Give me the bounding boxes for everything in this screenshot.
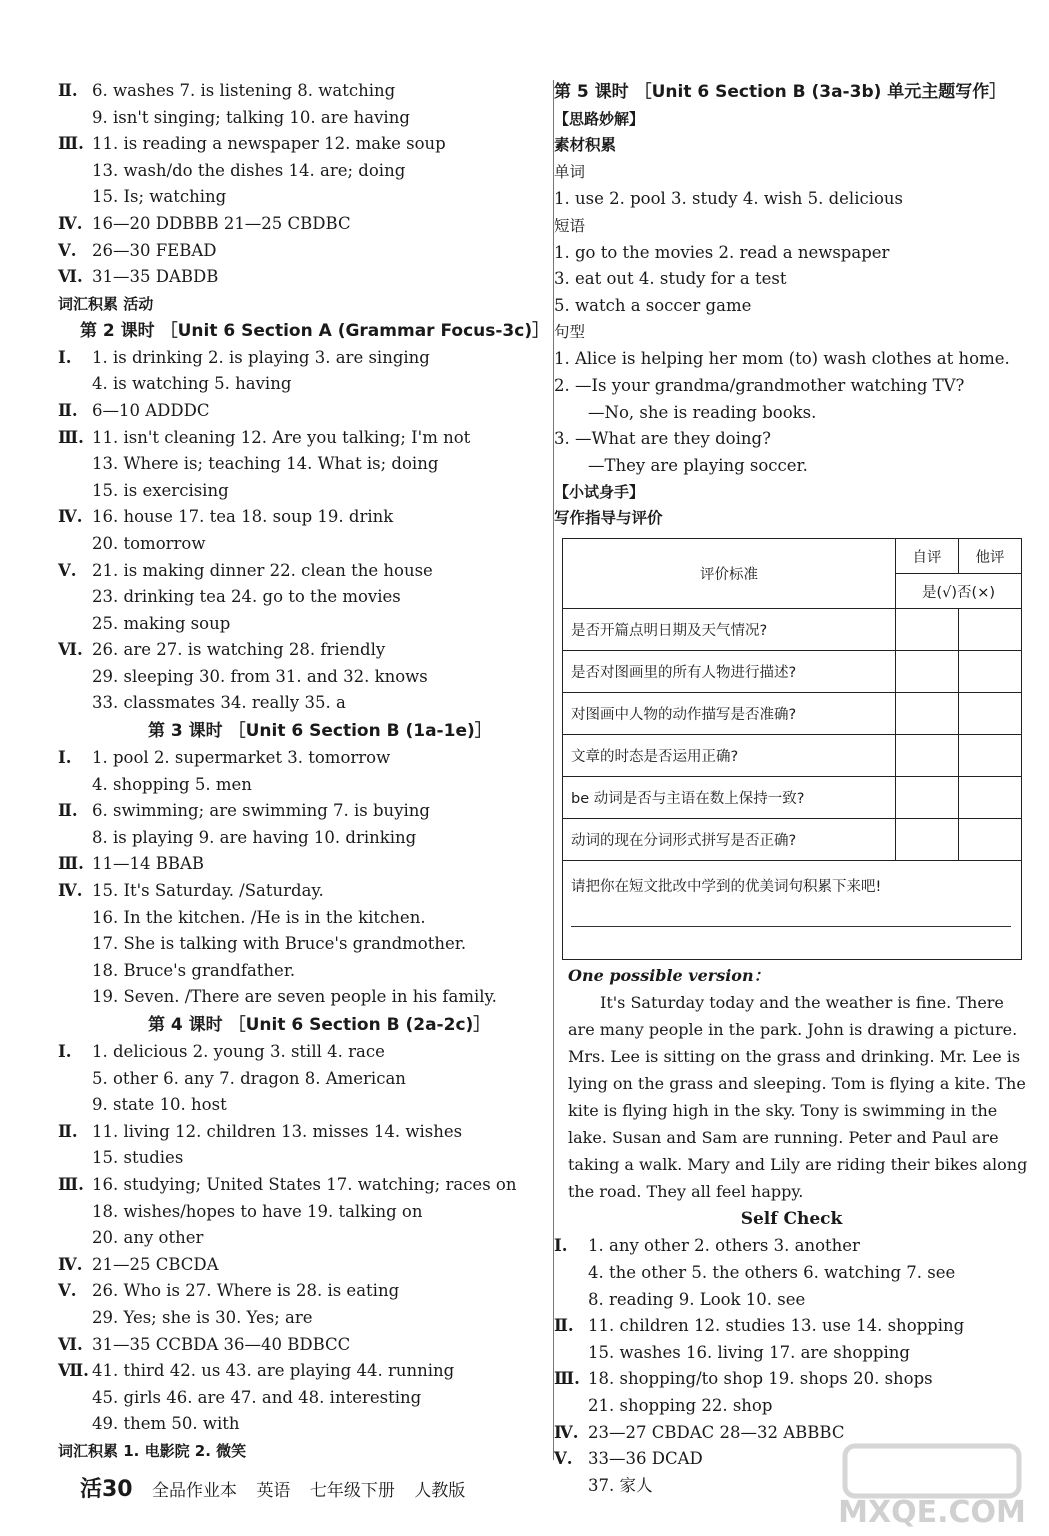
answer-line bbox=[58, 1332, 548, 1359]
peer-eval-header: 他评 bbox=[959, 539, 1022, 574]
criterion-text: 动词的现在分词形式拼写是否正确? bbox=[563, 819, 896, 861]
answer-line: 37. 家人 bbox=[588, 1475, 653, 1495]
answer-line: 25. making soup bbox=[92, 613, 231, 633]
answer-line bbox=[554, 1233, 1029, 1260]
criterion-text: 是否对图画里的所有人物进行描述? bbox=[563, 651, 896, 693]
section-number: Ⅴ. bbox=[58, 560, 77, 580]
subject-label: 英语 bbox=[256, 1481, 291, 1501]
answer-line bbox=[58, 504, 548, 531]
self-eval-cell[interactable] bbox=[896, 735, 959, 777]
answer-line bbox=[58, 264, 548, 291]
section-number: Ⅳ. bbox=[58, 507, 83, 527]
subheading: 单词 bbox=[554, 163, 586, 181]
self-eval-cell[interactable] bbox=[896, 819, 959, 861]
answer-text: 21. is making dinner 22. clean the house bbox=[92, 560, 433, 580]
evaluation-table bbox=[562, 538, 1022, 960]
watermark-logo bbox=[837, 1440, 1027, 1530]
section-tag: 词汇积累 活动 bbox=[58, 294, 154, 313]
section-number: Ⅶ. bbox=[58, 1361, 89, 1381]
answer-line bbox=[58, 425, 548, 452]
section-number: Ⅵ. bbox=[58, 267, 83, 287]
section-number: Ⅳ. bbox=[58, 1254, 83, 1274]
criterion-text: 文章的时态是否运用正确? bbox=[563, 735, 896, 777]
answer-text: 16. studying; United States 17. watching; races on bbox=[92, 1174, 517, 1194]
answer-text: 11. children 12. studies 13. use 14. shopping bbox=[588, 1316, 965, 1336]
section-number: Ⅴ. bbox=[58, 1281, 77, 1301]
subheading: 写作指导与评价 bbox=[554, 509, 663, 528]
answer-line: 13. Where is; teaching 14. What is; doing bbox=[92, 454, 439, 474]
evaluation-row bbox=[563, 693, 1022, 735]
answer-line: 9. state 10. host bbox=[92, 1095, 227, 1115]
criterion-text: 对图画中人物的动作描写是否准确? bbox=[563, 693, 896, 735]
page-footer bbox=[80, 1472, 479, 1503]
answer-text: 11. is reading a newspaper 12. make soup bbox=[92, 134, 446, 154]
evaluation-row bbox=[563, 777, 1022, 819]
answer-line bbox=[58, 1119, 548, 1146]
answer-text: 16. house 17. tea 18. soup 19. drink bbox=[92, 507, 394, 527]
answer-line bbox=[58, 851, 548, 878]
answer-line: 15. studies bbox=[92, 1148, 184, 1168]
answer-line: 3. eat out 4. study for a test bbox=[554, 269, 787, 289]
answer-line: —They are playing soccer. bbox=[588, 455, 808, 475]
answer-text: 16—20 DDBBB 21—25 CBDBC bbox=[92, 213, 351, 233]
section-number: Ⅱ. bbox=[58, 81, 78, 100]
section-number: Ⅱ. bbox=[58, 1121, 78, 1141]
answer-line bbox=[58, 238, 548, 265]
section-number: Ⅲ. bbox=[58, 1174, 84, 1194]
answer-line bbox=[58, 1039, 548, 1066]
answer-text: 1. any other 2. others 3. another bbox=[588, 1236, 860, 1256]
answer-line bbox=[58, 798, 548, 825]
lesson-heading: 第 2 课时 ［Unit 6 Section A (Grammar Focus-3c)］ bbox=[80, 320, 550, 341]
answer-line: 45. girls 46. are 47. and 48. interesting bbox=[92, 1387, 422, 1407]
section-number: Ⅰ. bbox=[554, 1236, 568, 1256]
answer-line: 17. She is talking with Bruce's grandmother. bbox=[92, 934, 467, 954]
evaluation-row bbox=[563, 609, 1022, 651]
book-title: 全品作业本 bbox=[152, 1481, 238, 1501]
section-number: Ⅴ. bbox=[58, 240, 77, 260]
answer-line: 9. isn't singing; talking 10. are having bbox=[92, 107, 410, 127]
answer-line bbox=[58, 1278, 548, 1305]
left-column bbox=[58, 78, 548, 1464]
section-number: Ⅴ. bbox=[554, 1449, 573, 1469]
section-tag: 词汇积累 1. 电影院 2. 微笑 bbox=[58, 1441, 247, 1460]
answer-text: 1. pool 2. supermarket 3. tomorrow bbox=[92, 748, 391, 768]
answer-line: 2. —Is your grandma/grandmother watching TV? bbox=[554, 375, 965, 395]
answer-line bbox=[554, 1366, 1029, 1393]
answer-line bbox=[58, 1172, 548, 1199]
answer-text: 33—36 DCAD bbox=[588, 1449, 703, 1469]
section-tag: 【思路妙解】 bbox=[554, 110, 645, 128]
answer-text: 26. Who is 27. Where is 28. is eating bbox=[92, 1281, 400, 1301]
section-number: Ⅵ. bbox=[58, 1334, 83, 1354]
criteria-header: 评价标准 bbox=[563, 539, 896, 609]
answer-line: 33. classmates 34. really 35. a bbox=[92, 693, 346, 713]
answer-line: 29. Yes; she is 30. Yes; are bbox=[92, 1307, 313, 1327]
note-cell bbox=[563, 861, 1022, 960]
answer-text: 41. third 42. us 43. are playing 44. running bbox=[92, 1361, 455, 1381]
answer-text: 1. delicious 2. young 3. still 4. race bbox=[92, 1042, 385, 1061]
section-number: Ⅱ. bbox=[58, 801, 78, 821]
answer-text: 1. is drinking 2. is playing 3. are singing bbox=[92, 347, 430, 367]
subheading: 素材积累 bbox=[554, 136, 617, 154]
subheading: 短语 bbox=[554, 216, 586, 235]
peer-eval-cell[interactable] bbox=[959, 693, 1022, 735]
answer-line bbox=[58, 637, 548, 664]
essay-text: It's Saturday today and the weather is fine. There are many people in the park. John is drawing a picture. Mrs. Lee is sitting on the grass and drinking. Mr. Lee is lying on the grass and sleeping. Tom is flying a kite. The kite is flying high in the sky. Tony is swimming in the lake. Susan and Sam are running. Peter and Paul are taking a walk. Mary and Lily are riding their bikes along the road. They all feel happy. bbox=[568, 993, 1028, 1202]
answer-line: 1. use 2. pool 3. study 4. wish 5. delicious bbox=[554, 189, 904, 208]
right-column bbox=[554, 78, 1029, 1499]
answer-line: 20. any other bbox=[92, 1228, 204, 1248]
answer-line bbox=[58, 745, 548, 772]
answer-line bbox=[58, 398, 548, 425]
answer-text: 23—27 CBDAC 28—32 ABBBC bbox=[588, 1422, 845, 1442]
answer-line bbox=[58, 878, 548, 905]
peer-eval-cell[interactable] bbox=[959, 735, 1022, 777]
answer-text: 11—14 BBAB bbox=[92, 854, 205, 874]
answer-text: 6—10 ADDDC bbox=[92, 400, 210, 420]
note-writing-line bbox=[571, 926, 1011, 927]
answer-line: 4. is watching 5. having bbox=[92, 374, 292, 394]
section-number: Ⅳ. bbox=[554, 1422, 579, 1442]
watermark-text: MXQE.COM bbox=[838, 1495, 1026, 1530]
answer-line bbox=[58, 131, 548, 158]
peer-eval-cell[interactable] bbox=[959, 777, 1022, 819]
mark-legend: 是(√)否(×) bbox=[896, 574, 1022, 609]
evaluation-row bbox=[563, 735, 1022, 777]
answer-line: 15. washes 16. living 17. are shopping bbox=[588, 1342, 910, 1362]
evaluation-row bbox=[563, 819, 1022, 861]
answer-line: 18. wishes/hopes to have 19. talking on bbox=[92, 1201, 423, 1221]
answer-line: 8. reading 9. Look 10. see bbox=[588, 1289, 806, 1309]
answer-text: 18. shopping/to shop 19. shops 20. shops bbox=[588, 1369, 933, 1389]
section-number: Ⅳ. bbox=[58, 213, 83, 233]
answer-line: 23. drinking tea 24. go to the movies bbox=[92, 587, 401, 607]
model-essay bbox=[568, 962, 1028, 1205]
answer-line: 3. —What are they doing? bbox=[554, 429, 771, 449]
answer-text: 15. It's Saturday. /Saturday. bbox=[92, 881, 324, 901]
self-eval-header: 自评 bbox=[896, 539, 959, 574]
peer-eval-cell[interactable] bbox=[959, 819, 1022, 861]
answer-line: 20. tomorrow bbox=[92, 533, 206, 553]
section-number: Ⅰ. bbox=[58, 347, 72, 367]
answer-line: 8. is playing 9. are having 10. drinking bbox=[92, 827, 417, 847]
answer-line: 19. Seven. /There are seven people in his family. bbox=[92, 987, 497, 1007]
section-number: Ⅱ. bbox=[58, 400, 78, 420]
answer-line bbox=[58, 558, 548, 585]
answer-line: 15. Is; watching bbox=[92, 187, 227, 207]
answer-line: 21. shopping 22. shop bbox=[588, 1395, 773, 1415]
answer-text: 31—35 DABDB bbox=[92, 267, 219, 287]
criterion-text: 是否开篇点明日期及天气情况? bbox=[563, 609, 896, 651]
answer-line: 13. wash/do the dishes 14. are; doing bbox=[92, 160, 406, 180]
section-number: Ⅰ. bbox=[58, 748, 72, 768]
section-number: Ⅲ. bbox=[58, 134, 84, 154]
answer-line bbox=[58, 78, 548, 105]
peer-eval-cell[interactable] bbox=[959, 609, 1022, 651]
answer-line: 4. shopping 5. men bbox=[92, 774, 252, 794]
answer-line bbox=[554, 1313, 1029, 1340]
answer-line: 49. them 50. with bbox=[92, 1414, 240, 1434]
answer-line bbox=[58, 211, 548, 238]
answer-text: 6. washes 7. is listening 8. watching bbox=[92, 81, 396, 100]
answer-text: 11. isn't cleaning 12. Are you talking; I'm not bbox=[92, 427, 471, 447]
answer-line: 18. Bruce's grandfather. bbox=[92, 960, 296, 980]
section-number: Ⅳ. bbox=[58, 881, 83, 901]
answer-line: 5. watch a soccer game bbox=[554, 295, 752, 315]
lesson-heading: 第 3 课时 ［Unit 6 Section B (1a-1e)］ bbox=[148, 721, 492, 742]
edition-label: 人教版 bbox=[414, 1481, 466, 1501]
answer-line: 1. go to the movies 2. read a newspaper bbox=[554, 242, 890, 262]
answer-line: —No, she is reading books. bbox=[588, 402, 817, 422]
self-eval-cell[interactable] bbox=[896, 777, 959, 819]
section-number: Ⅲ. bbox=[554, 1369, 580, 1389]
subheading: 句型 bbox=[554, 323, 586, 342]
essay-label: One possible version： bbox=[568, 966, 770, 986]
answer-line: 29. sleeping 30. from 31. and 32. knows bbox=[92, 666, 428, 686]
section-number: Ⅱ. bbox=[554, 1316, 574, 1336]
answer-text: 31—35 CCBDA 36—40 BDBCC bbox=[92, 1334, 351, 1354]
answer-text: 21—25 CBCDA bbox=[92, 1254, 219, 1274]
self-eval-cell[interactable] bbox=[896, 609, 959, 651]
section-number: Ⅲ. bbox=[58, 427, 84, 447]
answer-text: 26. are 27. is watching 28. friendly bbox=[92, 640, 386, 660]
answer-line bbox=[58, 1252, 548, 1279]
evaluation-row bbox=[563, 651, 1022, 693]
right-top-section bbox=[554, 78, 1029, 532]
answer-line: 5. other 6. any 7. dragon 8. American bbox=[92, 1068, 406, 1088]
section-number: Ⅵ. bbox=[58, 640, 83, 660]
section-tag: 【小试身手】 bbox=[554, 483, 645, 502]
lesson-heading: 第 5 课时 ［Unit 6 Section B (3a-3b) 单元主题写作］ bbox=[554, 82, 1007, 102]
answer-line: 16. In the kitchen. /He is in the kitchen. bbox=[92, 907, 426, 927]
answer-line bbox=[58, 345, 548, 372]
answer-text: 11. living 12. children 13. misses 14. wishes bbox=[92, 1121, 463, 1141]
answer-line: 1. Alice is helping her mom (to) wash clothes at home. bbox=[554, 349, 1010, 369]
criterion-text: be 动词是否与主语在数上保持一致? bbox=[563, 777, 896, 819]
section-number: Ⅰ. bbox=[58, 1042, 72, 1061]
lesson-heading: 第 4 课时 ［Unit 6 Section B (2a-2c)］ bbox=[148, 1015, 491, 1035]
page-number: 活30 bbox=[80, 1477, 133, 1502]
note-text: 请把你在短文批改中学到的优美词句积累下来吧! bbox=[571, 879, 882, 896]
answer-line: 15. is exercising bbox=[92, 480, 229, 500]
self-eval-cell[interactable] bbox=[896, 693, 959, 735]
self-eval-cell[interactable] bbox=[896, 651, 959, 693]
grade-label: 七年级下册 bbox=[309, 1481, 395, 1501]
section-number: Ⅲ. bbox=[58, 854, 84, 874]
peer-eval-cell[interactable] bbox=[959, 651, 1022, 693]
answer-text: 26—30 FEBAD bbox=[92, 240, 217, 260]
answer-line: 4. the other 5. the others 6. watching 7. see bbox=[588, 1262, 956, 1282]
answer-line bbox=[58, 1358, 548, 1385]
answer-text: 6. swimming; are swimming 7. is buying bbox=[92, 801, 430, 821]
self-check-title: Self Check bbox=[740, 1209, 843, 1230]
